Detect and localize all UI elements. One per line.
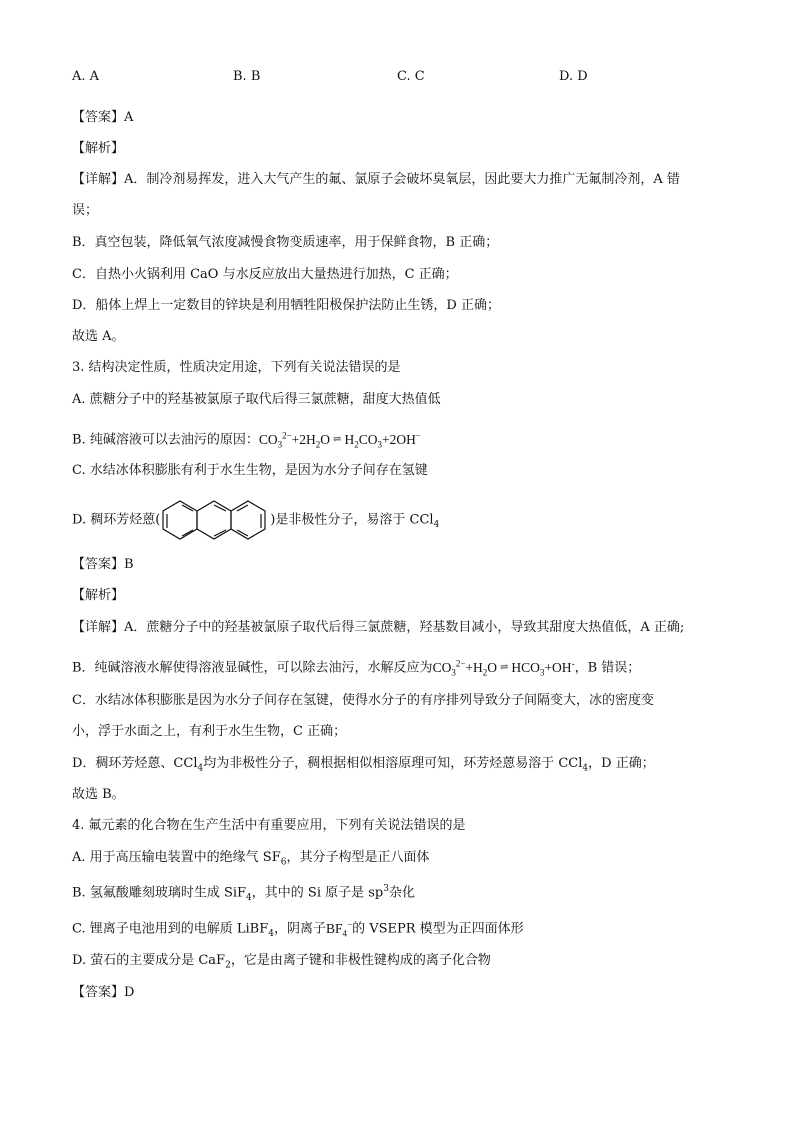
q2-option-b: B. B <box>233 69 261 84</box>
q3-option-b-equation: $CO_3^{2-}+2H_2O$ ⇌ $H_2CO_3+2OH^-$ <box>258 430 421 450</box>
q3-option-c: C. 水结冰体积膨胀有利于水生生物，是因为水分子间存在氢键 <box>72 463 428 478</box>
q3-conclusion: 故选 B。 <box>72 787 125 802</box>
q3-option-d-suffix: )是非极性分子，易溶于 CCl <box>270 512 434 528</box>
equilibrium-arrow-icon: ⇌ <box>500 662 509 674</box>
q3-answer: 【答案】B <box>72 557 134 572</box>
q4-option-b: B. 氢氟酸雕刻玻璃时生成 SiF$_4$，其中的 Si 原子是 $sp^3$杂化 <box>72 884 415 903</box>
q3-option-b <box>72 426 421 453</box>
q3-detail-d: D．稠环芳烃蒽、CCl$_4$均为非极性分子，稠根据相似相溶原理可知，环芳烃蒽易溶于 CCl$_4$，D 正确； <box>72 756 655 774</box>
q3-option-d-prefix: D. 稠环芳烃蒽( <box>72 512 161 528</box>
q3-stem: 3. 结构决定性质，性质决定用途，下列有关说法错误的是 <box>72 360 401 375</box>
q2-detail-d: D．船体上焊上一定数目的锌块是利用牺牲阳极保护法防止生锈，D 正确； <box>72 298 500 313</box>
q2-detail-b: B．真空包装，降低氧气浓度减慢食物变质速率，用于保鲜食物，B 正确； <box>72 235 499 250</box>
q3-detail-c1: C．水结冰体积膨胀是因为水分子间存在氢键，使得水分子的有序排列导致分子间隔变大，冰的密度变 <box>72 693 654 708</box>
q3-detail-b: B．纯碱溶液水解使得溶液显碱性，可以除去油污，水解反应为$CO_3^{2-}+H_2O$ ⇌ $HCO_3+OH^-$，B 错误； <box>72 658 641 678</box>
q2-option-c: C. C <box>397 69 425 84</box>
q2-detail-line1: 【详解】A．制冷剂易挥发，进入大气产生的氟、氯原子会破坏臭氧层，因此要大力推广无氟制冷剂，A 错 <box>72 172 680 187</box>
q4-answer: 【答案】D <box>72 985 135 1000</box>
q3-analysis-label: 【解析】 <box>72 588 125 603</box>
q3-detail-c2: 小，浮于水面之上，有利于水生生物，C 正确； <box>72 724 347 739</box>
q3-detail-a: 【详解】A．蔗糖分子中的羟基被氯原子取代后得三氯蔗糖，羟基数目减小，导致其甜度大热值低，A 正确; <box>72 620 685 635</box>
q2-answer: 【答案】A <box>72 110 134 125</box>
q3-option-b-prefix: B. 纯碱溶液可以去油污的原因： <box>72 432 259 448</box>
anthracene-structure-icon <box>162 500 268 540</box>
q3-option-d: D. 稠环芳烃蒽( )是非极性分子，易溶于 CCl$_4$ <box>72 500 439 543</box>
q4-option-c: C. 锂离子电池用到的电解质 LiBF$_4$，阴离子$BF_4^-$的 VSEPR 模型为正四面体形 <box>72 919 524 940</box>
q4-option-d: D. 萤石的主要成分是 CaF$_2$，它是由离子键和非极性键构成的离子化合物 <box>72 953 491 971</box>
equilibrium-arrow-icon: ⇌ <box>333 434 342 446</box>
q2-conclusion: 故选 A。 <box>72 329 125 344</box>
q4-option-c-ion: $BF_4^-$ <box>326 919 353 939</box>
q2-option-a: A. A <box>72 69 100 84</box>
q4-option-a: A. 用于高压输电装置中的绝缘气 $SF_6$，其分子构型是正八面体 <box>72 850 430 868</box>
q3-option-a: A. 蔗糖分子中的羟基被氯原子取代后得三氯蔗糖，甜度大热值低 <box>72 392 441 407</box>
q2-detail-line1-cont: 误； <box>72 203 99 218</box>
q2-options-row <box>72 68 722 86</box>
q4-stem: 4. 氟元素的化合物在生产生活中有重要应用，下列有关说法错误的是 <box>72 818 466 833</box>
q2-analysis-label: 【解析】 <box>72 141 125 156</box>
q2-detail-c: C．自热小火锅利用 CaO 与水反应放出大量热进行加热，C 正确； <box>72 267 458 282</box>
q2-option-d: D. D <box>559 69 588 84</box>
